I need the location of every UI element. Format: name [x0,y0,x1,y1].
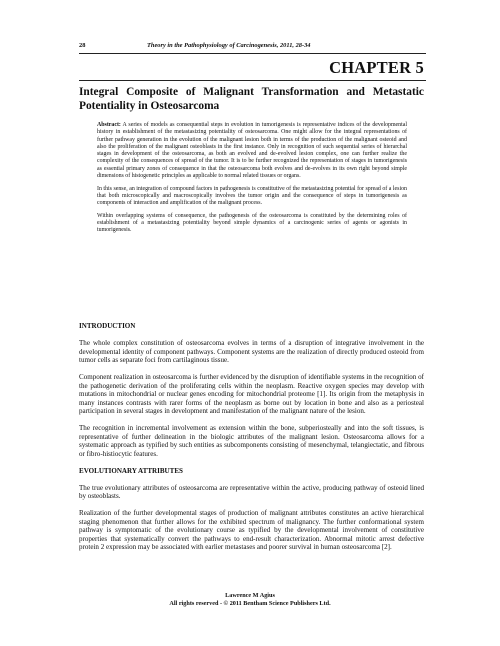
abstract-paragraph: Within overlapping systems of consequence, the pathogenesis of the osteosarcoma is constituted by the determining roles of establishment of a metastasizing potentiality beyond simple dynamics of a carcinogenic series of agents or agonists in tumorigenesis. [97,212,407,234]
header-rule [79,53,426,54]
body-paragraph: The whole complex constitution of osteosarcoma evolves in terms of a disruption of integrative involvement in the developmental identity of component pathways. Component systems are the realization of directly produced osteoid from tumor cells as separate foci from cartilaginous tissue. [79,339,424,365]
footer-author: Lawrence M Agius [225,592,275,599]
abstract-paragraph: In this sense, an integration of compound factors in pathogenesis is constitutive of the metastasizing potential for spread of a lesion that both microscopically and macroscopically involves the tumor origin and the consequence of steps in tumorigenesis as components of interaction and amplification of the malignant process. [97,185,407,206]
article-body [79,322,424,560]
article-title: Integral Composite of Malignant Transformation and Metastatic Potentiality in Osteosarcoma [79,86,424,112]
section-heading-evolutionary-attributes: EVOLUTIONARY ATTRIBUTES [79,466,183,475]
page-number: 28 [79,42,86,49]
body-paragraph: The true evolutionary attributes of osteosarcoma are representative within the active, producing pathway of osteoid lined by osteoblasts. [79,483,424,501]
journal-citation: Theory in the Pathophysiology of Carcinogenesis, 2011, 28-34 [147,42,311,49]
section-heading-introduction: INTRODUCTION [79,322,136,330]
chapter-rule [79,80,426,81]
abstract-paragraph [97,122,407,180]
footer-copyright: All rights reserved - © 2011 Bentham Science Publishers Ltd. [169,600,331,607]
abstract-label: Abstract: [97,122,121,128]
abstract-text: A series of models as consequential steps in evolution in tumorigenesis is representative indices of the developmental history in establishment of the metastasizing potentiality of osteosarcoma. One might allow for the integral representations of further pathway generation in the evolution of the malignant lesion both in terms of the production of the malignant osteoid and also the proliferation of the malignant osteoblasts in the first instance. Only in recognition of such sequential series of hierarchal stages in development of the osteosarcoma, as both an evolved and de-evolved lesion complex, one can further realize the complexity of the consequences of spread of the tumor. It is to be further recognized the representation of stages in tumorigenesis as essential primary zones of consequence in that the osteosarcoma both evolves and de-evolves in its own right beyond simple dimensions of histogenetic principles as applicable to normal related tissues or organs. [97,122,408,179]
abstract [97,122,407,240]
body-paragraph: Realization of the further developmental stages of production of malignant attributes constitutes an active hierarchical staging phenomenon that further allows for the exhibited spectrum of malignancy. The further conformational system pathway is symptomatic of the evolutionary course as typified by the developmental involvement of constitutive properties that systematically convert the pathways to end-result characterization. Abnormal mitotic arrest defective protein 2 expression may be associated with earlier metastases and poorer survival in human osteosarcoma [2]. [79,509,424,552]
body-paragraph: The recognition in incremental involvement as extension within the bone, subperiosteally and into the soft tissues, is representative of further delineation in the biologic attributes of the malignant lesion. Osteosarcoma allows for a systematic approach as typified by such entities as subcomponents consisting of mesenchymal, telangiectatic, and fibrous or fibro-histiocytic features. [79,424,424,458]
page-footer [0,592,500,608]
body-paragraph: Component realization in osteosarcoma is further evidenced by the disruption of identifiable systems in the recognition of the pathogenetic derivation of the proliferating cells within the neoplasm. Reactive oxygen species may develop with mutations in mitochondrial or nuclear genes encoding for mitochondrial proteome [1]. Its origin from the metaphysis in many instances contrasts with rarer forms of the neoplasm as borne out by location in bone and also as a periosteal participation in several stages in development and manifestation of the malignant nature of the lesion. [79,373,424,415]
chapter-label: CHAPTER 5 [329,58,424,77]
